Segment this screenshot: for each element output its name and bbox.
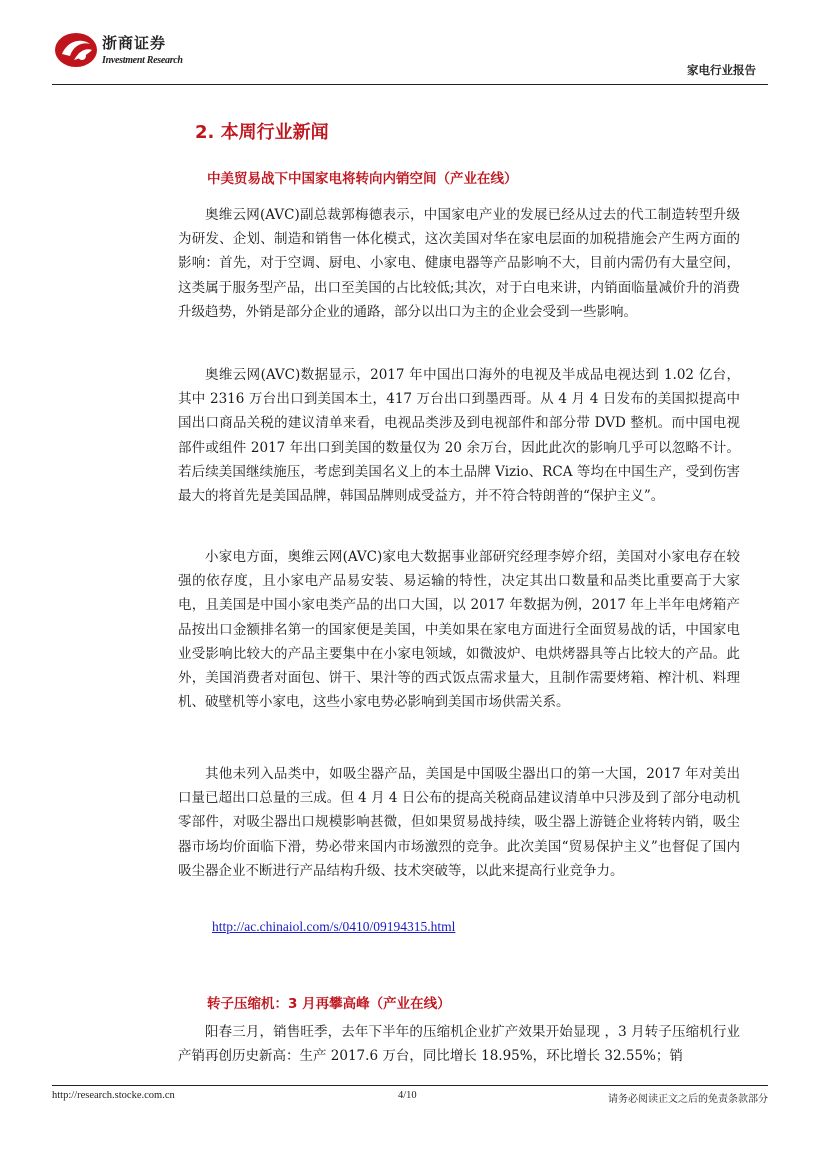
company-logo [52,28,192,78]
article-title: 中美贸易战下中国家电将转向内销空间（产业在线） [207,171,518,187]
page-header [52,28,768,84]
article-paragraph: 奥维云网(AVC)副总裁郭梅德表示，中国家电产业的发展已经从过去的代工制造转型升级为研发、企划、制造和销售一体化模式，这次美国对华在家电层面的加税措施会产生两方面的影响：首先，对于空调、厨电、小家电、健康电器等产品影响不大，目前内需仍有大量空间，这类属于服务型产品，出口至美国的占比较低;其次，对于白电来讲，内销面临量减价升的消费升级趋势，外销是部分企业的通路，部分以出口为主的企业会受到一些影响。 [178,207,740,320]
article-title: 转子压缩机：3 月再攀高峰（产业在线） [207,996,451,1012]
logo-icon [52,30,100,70]
section-title: 2. 本周行业新闻 [195,122,329,143]
article-paragraph: 奥维云网(AVC)数据显示，2017 年中国出口海外的电视及半成品电视达到 1.02 亿台，其中 2316 万台出口到美国本土，417 万台出口到墨西哥。从 4 月 4 日发布的美国拟提高中国出口商品关税的建议清单来看，电视品类涉及到电视部件和部分带 DVD 整机。而中国电视部件或组件 2017 年出口到美国的数量仅为 20 余万台，因此此次的影响几乎可以忽略不计。若后续美国继续施压，考虑到美国名义上的本土品牌 Vizio、RCA 等均在中国生产，受到伤害最大的将首先是美国品牌，韩国品牌则成受益方，并不符合特朗普的“保护主义”。 [178,367,740,505]
article-paragraph: 其他未列入品类中，如吸尘器产品，美国是中国吸尘器出口的第一大国，2017 年对美出口量已超出口总量的三成。但 4 月 4 日公布的提高关税商品建议清单中只涉及到了部分电动机零部件，对吸尘器出口规模影响甚微，但如果贸易战持续，吸尘器上游链企业将转内销，吸尘器市场均价面临下滑，势必带来国内市场激烈的竞争。此次美国“贸易保护主义”也督促了国内吸尘器企业不断进行产品结构升级、技术突破等，以此来提高行业竞争力。 [178,766,740,879]
logo-text-en: Investment Research [102,55,183,66]
header-divider [52,84,768,85]
footer-divider [52,1085,768,1086]
source-link[interactable]: http://ac.chinaiol.com/s/0410/09194315.html [212,919,456,934]
page-number: 4/10 [398,1090,417,1101]
footer-url: http://research.stocke.com.cn [52,1090,175,1101]
logo-text-cn: 浙商证券 [102,34,167,52]
article-paragraph: 小家电方面，奥维云网(AVC)家电大数据事业部研究经理李婷介绍，美国对小家电存在较强的依存度，且小家电产品易安装、易运输的特性，决定其出口数量和品类比重要高于大家电，且美国是中国小家电类产品的出口大国，以 2017 年数据为例，2017 年上半年电烤箱产品按出口金额排名第一的国家便是美国，中美如果在家电方面进行全面贸易战的话，中国家电业受影响比较大的产品主要集中在小家电领域，如微波炉、电烘烤器具等占比较大的产品。此外，美国消费者对面包、饼干、果汁等的西式饭点需求量大，且制作需要烤箱、榨汁机、料理机、破壁机等小家电，这些小家电势必影响到美国市场供需关系。 [178,549,740,711]
footer-disclaimer: 请务必阅读正文之后的免责条款部分 [608,1094,768,1105]
report-type: 家电行业报告 [687,63,756,77]
article-paragraph: 阳春三月，销售旺季，去年下半年的压缩机企业扩产效果开始显现 ，3 月转子压缩机行业产销再创历史新高：生产 2017.6 万台，同比增长 18.95%，环比增长 32.55%；销 [178,1024,740,1065]
